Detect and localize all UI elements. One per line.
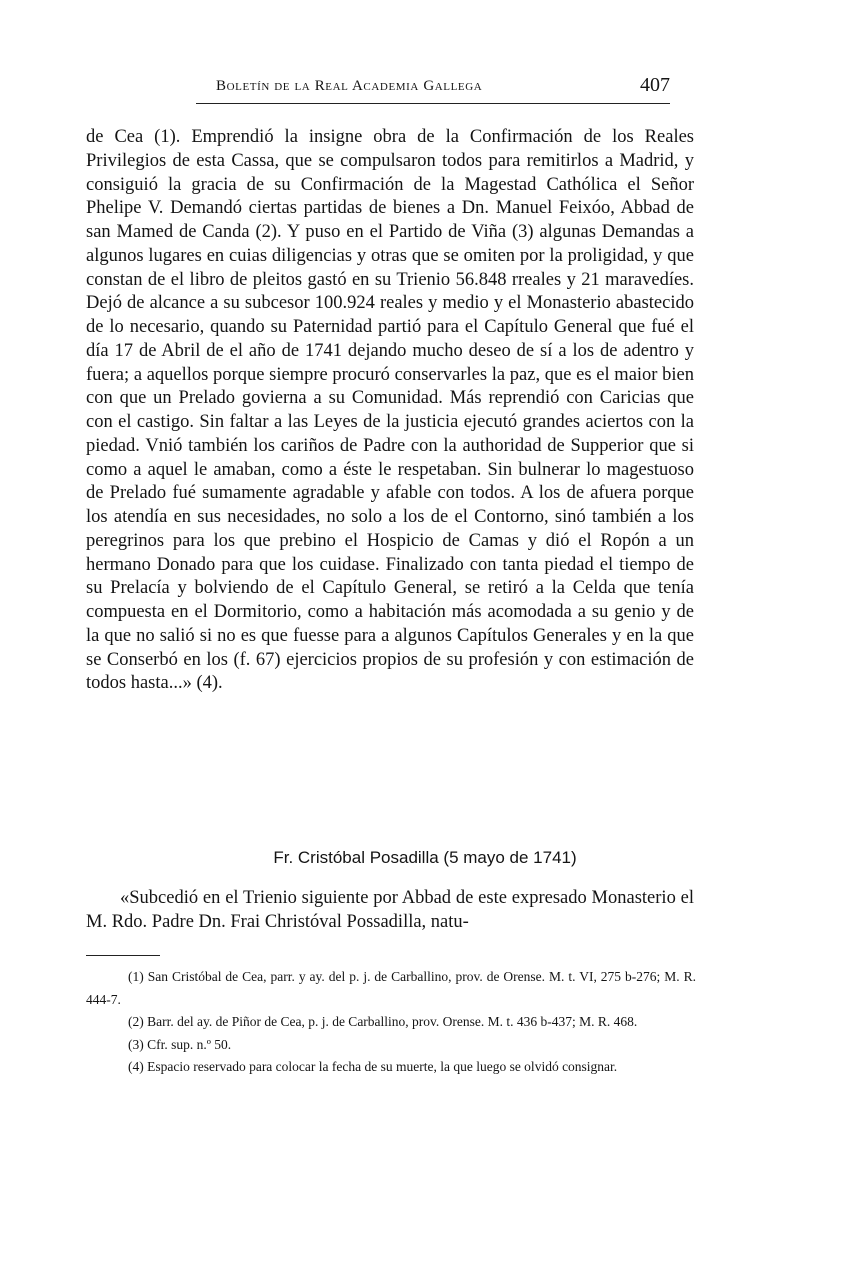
header-rule (196, 103, 670, 104)
footnotes (86, 966, 696, 1079)
main-paragraph: de Cea (1). Emprendió la insigne obra de la Confirmación de los Reales Privilegios de esta Cassa, que se compulsaron todos para remitirlos a Madrid, y consiguió la gracia de su Confirmación de la Magestad Cathólica el Señor Phelipe V. Demandó ciertas partidas de bienes a Dn. Manuel Feixóo, Abbad de san Mamed de Canda (2). Y puso en el Partido de Viña (3) algunas Demandas a algunos lugares en cuias diligencias y otras que se omiten por la proligidad, y que constan de el libro de pleitos gastó en su Trienio 56.848 rreales y 21 maravedíes. Dejó de alcance a su subcesor 100.924 reales y medio y el Monasterio abastecido de lo necesario, quando su Paternidad partió para el Capítulo General que fué el día 17 de Abril de el año de 1741 dejando mucho deseo de sí a los de adentro y fuera; a aquellos porque siempre procuró conservarles la paz, que es el maior bien con que un Prelado govierna a su Comunidad. Más reprendió con Caricias que con el castigo. Sin faltar a las Leyes de la justicia ejecutó grandes aciertos con la piedad. Vnió también los cariños de Padre con la authoridad de Supperior que si como a aquel le amaban, como a éste le respetaban. Sin bulnerar lo magestuoso de Prelado fué sumamente agradable y afable con todos. A los de afuera porque los atendía en sus necesidades, no solo a los de el Contorno, sinó también a los peregrinos para los que prebino el Hospicio de Camas y dió el Ropón a un hermano Donado para que los cuidase. Finalizado con tanta piedad el tiempo de su Prelacía y bolviendo de el Capítulo General, se retiró a la Celda que tenía compuesta en el Dormitorio, como a habitación más acomodada a su genio y de la que no salió si no es que fuesse para a algunos Capítulos Generales y en la que se Conserbó en los (f. 67) ejercicios propios de su profesión y con estimación de todos hasta...» (4). (86, 127, 694, 694)
footnote-rule (86, 955, 160, 956)
opening-paragraph: «Subcedió en el Trienio siguiente por Abbad de este expresado Monasterio el M. Rdo. Padre Dn. Frai Christóval Possadilla, natu- (86, 888, 694, 932)
footnote-3: (3) Cfr. sup. n.º 50. (128, 1036, 232, 1052)
running-header (196, 74, 670, 104)
footnote-2: (2) Barr. del ay. de Piñor de Cea, p. j. de Carballino, prov. Orense. M. t. 436 b-437; M. R. 468. (128, 1014, 638, 1029)
journal-title: Boletín de la Real Academia Gallega (216, 78, 483, 94)
footnote-1: (1) San Cristóbal de Cea, parr. y ay. del p. j. de Carballino, prov. de Orense. M. t. VI, 275 b-276; M. R. 444-7. (86, 969, 696, 1007)
section-heading: Fr. Cristóbal Posadilla (5 mayo de 1741) (273, 848, 577, 867)
page-number: 407 (640, 74, 670, 96)
footnote-4: (4) Espacio reservado para colocar la fecha de su muerte, la que luego se olvidó consignar. (128, 1059, 618, 1074)
